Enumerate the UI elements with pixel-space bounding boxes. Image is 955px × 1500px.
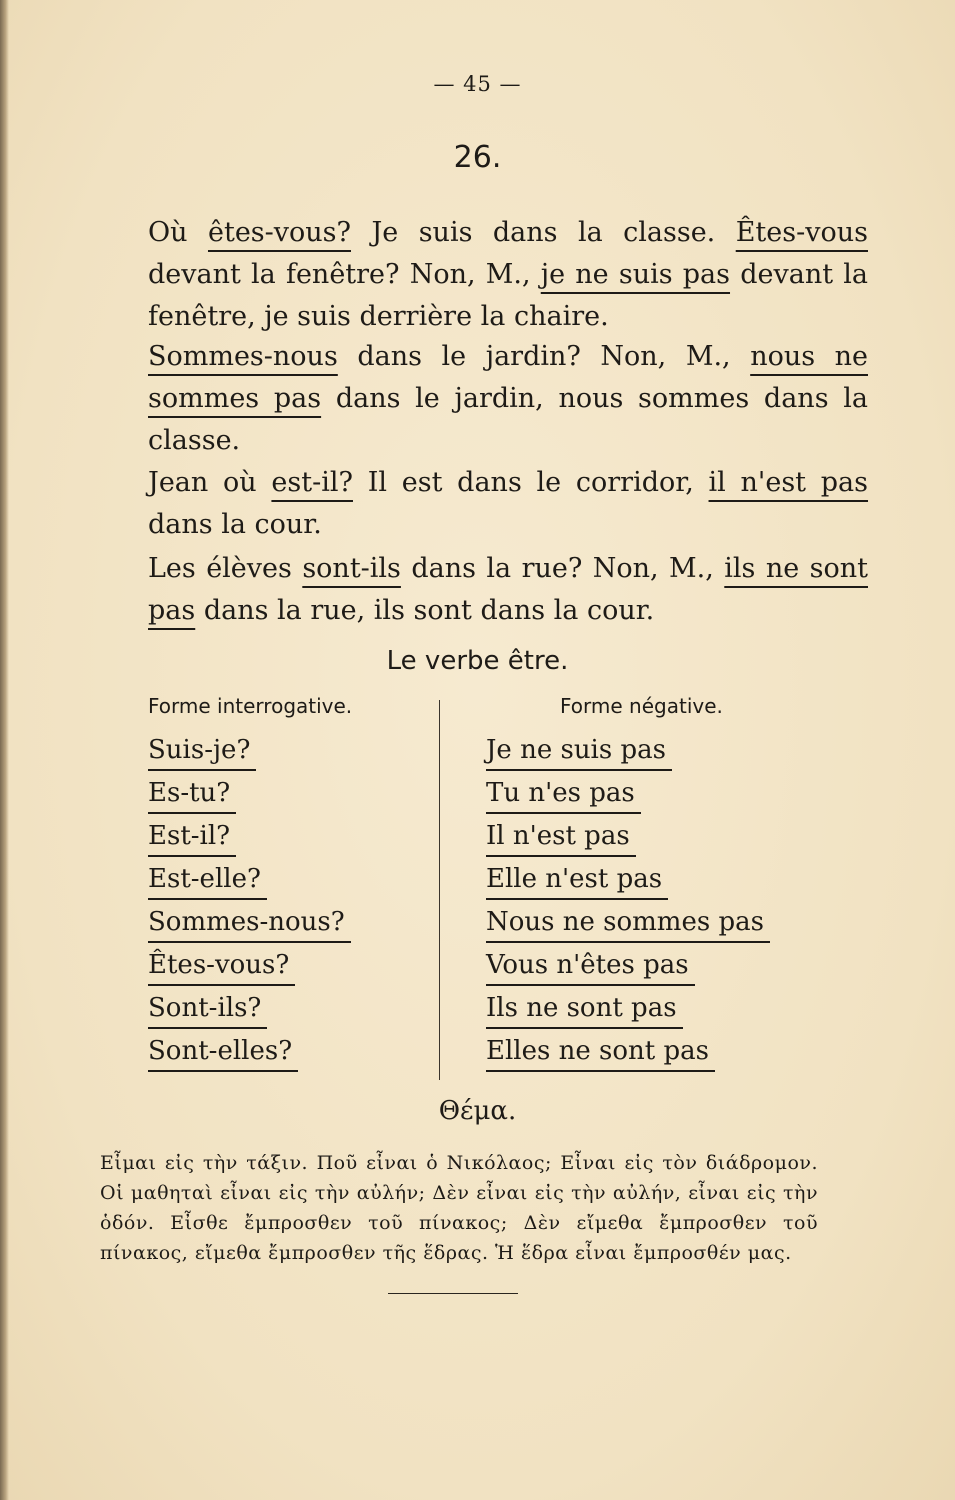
list-item: Suis-je?	[148, 730, 351, 773]
underlined-phrase: je ne suis pas	[540, 259, 731, 290]
list-item: Ils ne sont pas	[486, 988, 770, 1031]
list-item: Sommes-nous?	[148, 902, 351, 945]
negative-list	[486, 730, 770, 1074]
underlined-phrase: sont-ils	[302, 553, 401, 584]
underlined-phrase: ils ne sont pas	[148, 553, 868, 626]
paragraph-1: Où êtes-vous? Je suis dans la classe. Êtes-vous devant la fenêtre? Non, M., je ne suis pas devant la fenêtre, je suis derrière la chaire.	[148, 217, 868, 332]
list-item: Nous ne sommes pas	[486, 902, 770, 945]
negative-header: Forme négative.	[560, 694, 723, 718]
list-item: Êtes-vous?	[148, 945, 351, 988]
interrogative-header: Forme interrogative.	[148, 694, 353, 718]
list-item: Elles ne sont pas	[486, 1031, 770, 1074]
underlined-phrase: Êtes-vous	[735, 217, 868, 248]
lesson-number: 26.	[453, 140, 502, 175]
underlined-phrase: êtes-vous?	[207, 217, 351, 248]
list-item: Es-tu?	[148, 773, 351, 816]
paragraph-4: Les élèves sont-ils dans la rue? Non, M., ils ne sont pas dans la rue, ils sont dans la cour.	[148, 553, 868, 626]
page-number: — 45 —	[433, 72, 522, 96]
underlined-phrase: il n'est pas	[708, 467, 869, 498]
underlined-phrase: est-il?	[271, 467, 353, 498]
list-item: Vous n'êtes pas	[486, 945, 770, 988]
list-item: Il n'est pas	[486, 816, 770, 859]
paragraph-3: Jean où est-il? Il est dans le corridor, il n'est pas dans la cour.	[148, 467, 869, 540]
list-item: Elle n'est pas	[486, 859, 770, 902]
underlined-phrase: nous ne sommes pas	[148, 341, 868, 414]
list-item: Est-il?	[148, 816, 351, 859]
book-spine-edge	[0, 0, 9, 1500]
column-divider	[439, 700, 440, 1080]
list-item: Tu n'es pas	[486, 773, 770, 816]
paragraph-2: Sommes-nous dans le jardin? Non, M., nous ne sommes pas dans le jardin, nous sommes dans la classe.	[148, 341, 868, 456]
interrogative-list	[148, 730, 351, 1074]
list-item: Sont-ils?	[148, 988, 351, 1031]
end-rule	[388, 1293, 518, 1294]
theme-text: Εἶμαι εἰς τὴν τάξιν. Ποῦ εἶναι ὁ Νικόλαος; Εἶναι εἰς τὸν διάδρομον. Οἱ μαθηταὶ εἶναι εἰς τὴν αὐλήν; Δὲν εἶναι εἰς τὴν αὐλήν, εἶναι εἰς τὴν ὁδόν. Εἶσθε ἔμπροσθεν τοῦ πίνακος; Δὲν εἴμεθα ἔμπροσθεν τοῦ πίνακος, εἴμεθα ἔμπροσθεν τῆς ἕδρας. Ἡ ἕδρα εἶναι ἔμπροσθέν μας.	[100, 1152, 818, 1264]
section-title-verb: Le verbe être.	[386, 646, 569, 676]
list-item: Je ne suis pas	[486, 730, 770, 773]
theme-title: Θέμα.	[438, 1096, 517, 1126]
list-item: Est-elle?	[148, 859, 351, 902]
list-item: Sont-elles?	[148, 1031, 351, 1074]
underlined-phrase: Sommes-nous	[148, 341, 338, 372]
